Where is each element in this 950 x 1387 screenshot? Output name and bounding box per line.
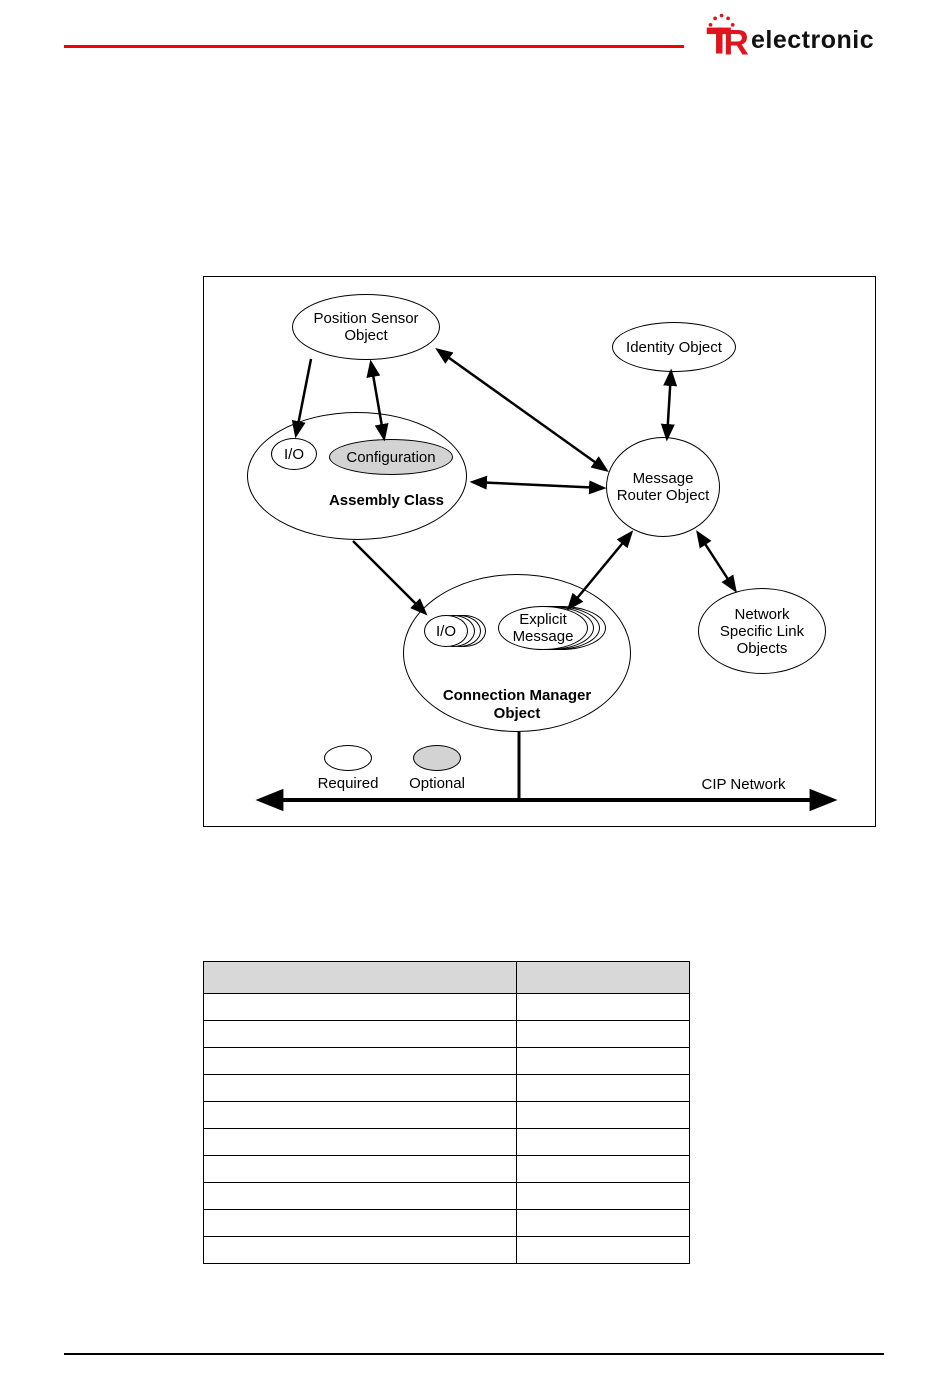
table-row xyxy=(204,1102,690,1129)
connection-io-node xyxy=(424,615,468,647)
arrow-assembly-to-connection-io xyxy=(353,541,425,613)
position-sensor-label-line2: Object xyxy=(344,327,388,344)
network-specific-link-objects-node xyxy=(698,588,826,674)
header-rule xyxy=(64,45,684,48)
table-row xyxy=(204,1021,690,1048)
table-row xyxy=(204,1237,690,1264)
position-sensor-object-node xyxy=(292,294,440,360)
table-cell xyxy=(204,1075,517,1102)
table-cell xyxy=(204,1102,517,1129)
table-cell xyxy=(204,1048,517,1075)
table-row xyxy=(204,994,690,1021)
table-cell xyxy=(517,1129,690,1156)
table-row xyxy=(204,1183,690,1210)
arrow-messagerouter-networklink xyxy=(698,533,735,590)
table-cell xyxy=(517,1183,690,1210)
table-cell xyxy=(204,994,517,1021)
network-link-label-line2: Specific Link xyxy=(719,622,805,640)
message-router-label-line2: Router Object xyxy=(616,487,710,504)
table-row xyxy=(204,1129,690,1156)
table-row xyxy=(204,1075,690,1102)
tr-logo-icon xyxy=(704,12,754,58)
explicit-message-label-line2: Message xyxy=(512,628,574,645)
configuration-node xyxy=(329,439,453,475)
table-header-cell xyxy=(204,962,517,994)
table-row xyxy=(204,1210,690,1237)
connection-io-label: I/O xyxy=(435,622,456,640)
arrow-assembly-messagerouter xyxy=(473,482,603,488)
message-router-object-node xyxy=(606,437,720,537)
table-cell xyxy=(517,1210,690,1237)
table-cell xyxy=(517,1156,690,1183)
assembly-io-label: I/O xyxy=(283,445,304,463)
legend-required-label: Required xyxy=(317,775,379,792)
position-sensor-label-line1: Position Sensor xyxy=(313,310,419,327)
footer-rule xyxy=(64,1353,884,1355)
arrow-identity-messagerouter xyxy=(667,372,671,438)
assembly-class-node xyxy=(247,412,467,540)
network-link-label-line1: Network xyxy=(734,605,790,623)
brand-logo xyxy=(704,10,874,58)
table-cell xyxy=(204,1210,517,1237)
explicit-message-label-line1: Explicit xyxy=(519,611,567,628)
table-cell xyxy=(517,1102,690,1129)
table-cell xyxy=(204,1156,517,1183)
table-cell xyxy=(204,1021,517,1048)
connection-manager-label: Connection Manager Object xyxy=(442,687,592,722)
cip-object-model-diagram xyxy=(203,276,876,827)
network-link-label-line3: Objects xyxy=(736,639,788,657)
assembly-io-node xyxy=(271,438,317,470)
legend-optional-shape xyxy=(413,745,461,771)
identity-object-node xyxy=(612,322,736,372)
brand-letter: R xyxy=(723,23,749,58)
arrow-possensor-messagerouter xyxy=(438,350,606,470)
table-cell xyxy=(204,1129,517,1156)
table-cell xyxy=(517,1048,690,1075)
table-header-row xyxy=(204,962,690,994)
legend-required-shape xyxy=(324,745,372,771)
legend-optional-label: Optional xyxy=(409,775,465,792)
table-cell xyxy=(517,1021,690,1048)
configuration-label: Configuration xyxy=(346,448,436,466)
explicit-message-node xyxy=(498,606,588,650)
table-cell xyxy=(204,1237,517,1264)
identity-object-label: Identity Object xyxy=(626,338,722,356)
table-cell xyxy=(517,1237,690,1264)
cip-network-label: CIP Network xyxy=(701,776,786,793)
table-cell xyxy=(204,1183,517,1210)
table-row xyxy=(204,1156,690,1183)
table-header-cell xyxy=(517,962,690,994)
table-cell xyxy=(517,994,690,1021)
brand-logo-text: electronic xyxy=(751,26,875,54)
table-cell xyxy=(517,1075,690,1102)
table-row xyxy=(204,1048,690,1075)
diagram-arrows-layer xyxy=(204,277,875,826)
data-table xyxy=(203,961,690,1264)
message-router-label-line1: Message xyxy=(632,470,694,487)
assembly-class-label: Assembly Class xyxy=(328,492,445,509)
